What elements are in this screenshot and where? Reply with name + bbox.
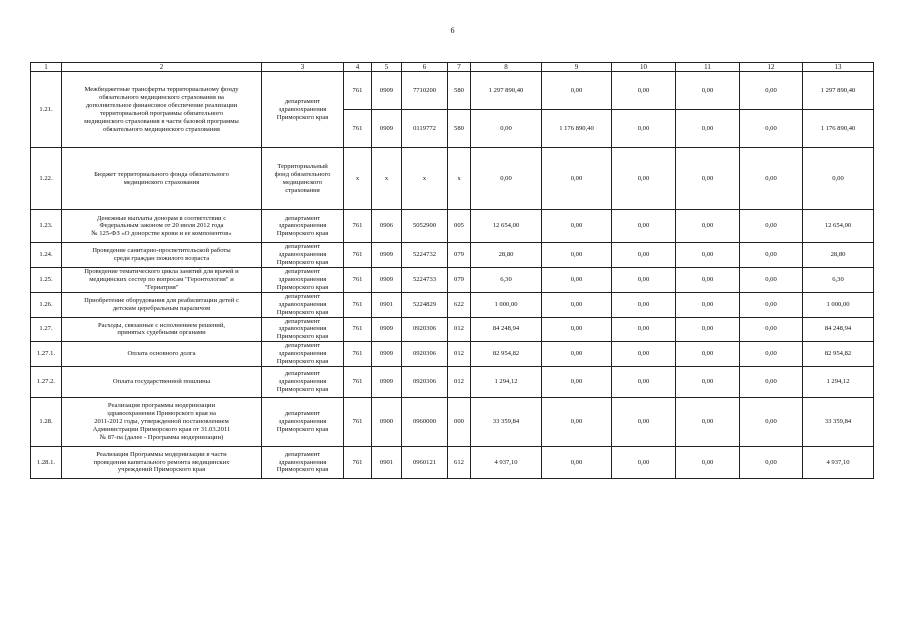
value-cell-10: 0,00 (612, 148, 676, 210)
organization-cell: департамент здравоохранения Приморского края (262, 446, 344, 478)
description-cell: Расходы, связанные с исполнением решений, принятых судебными органами (62, 317, 262, 342)
value-cell-4: 761 (344, 268, 372, 293)
value-cell-10: 0,00 (612, 110, 676, 148)
value-cell-13: 33 359,84 (803, 397, 874, 446)
value-cell-7: 012 (448, 366, 471, 397)
table-row (31, 72, 874, 110)
column-number: 6 (402, 63, 448, 72)
column-number: 4 (344, 63, 372, 72)
value-cell-5: 0909 (372, 366, 402, 397)
table-row (31, 148, 874, 210)
value-cell-10: 0,00 (612, 243, 676, 268)
organization-cell: департамент здравоохранения Приморского края (262, 317, 344, 342)
value-cell-4: 761 (344, 317, 372, 342)
value-cell-10: 0,00 (612, 342, 676, 367)
value-cell-9: 0,00 (542, 446, 612, 478)
value-cell-4: 761 (344, 292, 372, 317)
value-cell-10: 0,00 (612, 292, 676, 317)
column-number: 12 (740, 63, 803, 72)
value-cell-7: 079 (448, 243, 471, 268)
value-cell-4: 761 (344, 110, 372, 148)
value-cell-8: 12 654,00 (471, 210, 542, 243)
value-cell-6: 5224733 (402, 268, 448, 293)
value-cell-11: 0,00 (676, 268, 740, 293)
description-cell: Реализация программы модернизации здравоохранения Приморского края на 2011-2012 годы, утвержденной постановлением Администрации Приморского края от 31.03.2011 № 87-па (далее - Программа модернизации) (62, 397, 262, 446)
value-cell-7: 005 (448, 210, 471, 243)
value-cell-4: 761 (344, 446, 372, 478)
value-cell-11: 0,00 (676, 148, 740, 210)
value-cell-13: 1 294,12 (803, 366, 874, 397)
value-cell-9: 1 176 890,40 (542, 110, 612, 148)
value-cell-12: 0,00 (740, 148, 803, 210)
value-cell-13: 84 248,94 (803, 317, 874, 342)
value-cell-4: 761 (344, 366, 372, 397)
organization-cell: департамент здравоохранения Приморского края (262, 268, 344, 293)
value-cell-4: 761 (344, 243, 372, 268)
value-cell-7: х (448, 148, 471, 210)
value-cell-4: 761 (344, 210, 372, 243)
value-cell-6: 0920306 (402, 317, 448, 342)
value-cell-6: х (402, 148, 448, 210)
value-cell-6: 0119772 (402, 110, 448, 148)
table-row (31, 243, 874, 268)
value-cell-8: 6,30 (471, 268, 542, 293)
value-cell-10: 0,00 (612, 317, 676, 342)
description-cell: Приобретение оборудования для реабилитации детей с детским церебральным параличом (62, 292, 262, 317)
table-row (31, 210, 874, 243)
value-cell-13: 1 000,00 (803, 292, 874, 317)
value-cell-9: 0,00 (542, 148, 612, 210)
column-number: 10 (612, 63, 676, 72)
page-number: 6 (450, 26, 455, 35)
value-cell-7: 612 (448, 446, 471, 478)
description-cell: Межбюджетные трансферты территориальному фонду обязательного медицинского страхования на дополнительное финансовое обеспечение реализации территориальной программы обязательного медицинского страхования в части базовой программы обязательного медицинского страхования (62, 72, 262, 148)
description-cell: Оплата основного долга (62, 342, 262, 367)
value-cell-8: 82 954,82 (471, 342, 542, 367)
value-cell-9: 0,00 (542, 210, 612, 243)
value-cell-4: 761 (344, 72, 372, 110)
value-cell-13: 1 297 890,40 (803, 72, 874, 110)
row-number-cell: 1.28.1. (31, 446, 62, 478)
column-number: 1 (31, 63, 62, 72)
table-body (31, 63, 874, 479)
organization-cell: департамент здравоохранения Приморского края (262, 342, 344, 367)
value-cell-6: 0960000 (402, 397, 448, 446)
value-cell-5: 0909 (372, 243, 402, 268)
value-cell-8: 0,00 (471, 148, 542, 210)
value-cell-12: 0,00 (740, 243, 803, 268)
description-cell: Проведение тематического цикла занятий для врачей и медицинских сестер по вопросам "Геронтология" и "Гериатрия" (62, 268, 262, 293)
value-cell-5: 0909 (372, 110, 402, 148)
table-row (31, 292, 874, 317)
value-cell-11: 0,00 (676, 210, 740, 243)
column-number-row (31, 63, 874, 72)
organization-cell: Территориальный фонд обязательного медицинского страхования (262, 148, 344, 210)
value-cell-12: 0,00 (740, 268, 803, 293)
value-cell-13: 82 954,82 (803, 342, 874, 367)
value-cell-13: 12 654,00 (803, 210, 874, 243)
value-cell-5: 0906 (372, 210, 402, 243)
value-cell-6: 0920306 (402, 366, 448, 397)
value-cell-9: 0,00 (542, 72, 612, 110)
organization-cell: департамент здравоохранения Приморского края (262, 397, 344, 446)
value-cell-13: 1 176 890,40 (803, 110, 874, 148)
value-cell-6: 5052900 (402, 210, 448, 243)
value-cell-6: 0960121 (402, 446, 448, 478)
table-row (31, 342, 874, 367)
value-cell-5: 0900 (372, 397, 402, 446)
value-cell-9: 0,00 (542, 268, 612, 293)
column-number: 11 (676, 63, 740, 72)
value-cell-13: 28,80 (803, 243, 874, 268)
value-cell-12: 0,00 (740, 72, 803, 110)
row-number-cell: 1.21. (31, 72, 62, 148)
table-row (31, 317, 874, 342)
value-cell-11: 0,00 (676, 317, 740, 342)
row-number-cell: 1.24. (31, 243, 62, 268)
value-cell-12: 0,00 (740, 446, 803, 478)
organization-cell: департамент здравоохранения Приморского края (262, 366, 344, 397)
table-row (31, 268, 874, 293)
value-cell-4: х (344, 148, 372, 210)
value-cell-5: 0909 (372, 342, 402, 367)
value-cell-9: 0,00 (542, 243, 612, 268)
value-cell-10: 0,00 (612, 366, 676, 397)
description-cell: Проведение санитарно-просветительской работы среди граждан пожилого возраста (62, 243, 262, 268)
column-number: 8 (471, 63, 542, 72)
value-cell-8: 1 294,12 (471, 366, 542, 397)
value-cell-6: 0920306 (402, 342, 448, 367)
table-row (31, 446, 874, 478)
budget-table (30, 62, 874, 479)
value-cell-7: 580 (448, 72, 471, 110)
row-number-cell: 1.26. (31, 292, 62, 317)
value-cell-8: 84 248,94 (471, 317, 542, 342)
row-number-cell: 1.27.2. (31, 366, 62, 397)
row-number-cell: 1.27. (31, 317, 62, 342)
value-cell-5: 0909 (372, 268, 402, 293)
value-cell-8: 4 937,10 (471, 446, 542, 478)
value-cell-7: 000 (448, 397, 471, 446)
value-cell-5: 0909 (372, 72, 402, 110)
organization-cell: департамент здравоохранения Приморского края (262, 210, 344, 243)
row-number-cell: 1.25. (31, 268, 62, 293)
value-cell-9: 0,00 (542, 366, 612, 397)
value-cell-7: 079 (448, 268, 471, 293)
column-number: 2 (62, 63, 262, 72)
column-number: 7 (448, 63, 471, 72)
value-cell-11: 0,00 (676, 446, 740, 478)
value-cell-11: 0,00 (676, 366, 740, 397)
value-cell-12: 0,00 (740, 210, 803, 243)
value-cell-9: 0,00 (542, 342, 612, 367)
column-number: 9 (542, 63, 612, 72)
value-cell-13: 6,30 (803, 268, 874, 293)
value-cell-11: 0,00 (676, 243, 740, 268)
value-cell-10: 0,00 (612, 268, 676, 293)
column-number: 3 (262, 63, 344, 72)
value-cell-6: 5224732 (402, 243, 448, 268)
value-cell-12: 0,00 (740, 366, 803, 397)
value-cell-10: 0,00 (612, 446, 676, 478)
value-cell-7: 622 (448, 292, 471, 317)
value-cell-5: 0901 (372, 446, 402, 478)
row-number-cell: 1.23. (31, 210, 62, 243)
column-number: 13 (803, 63, 874, 72)
value-cell-11: 0,00 (676, 110, 740, 148)
value-cell-10: 0,00 (612, 72, 676, 110)
value-cell-10: 0,00 (612, 397, 676, 446)
value-cell-12: 0,00 (740, 397, 803, 446)
description-cell: Оплата государственной пошлины (62, 366, 262, 397)
value-cell-11: 0,00 (676, 72, 740, 110)
value-cell-7: 012 (448, 342, 471, 367)
description-cell: Денежные выплаты донорам в соответствии с Федеральным законом от 20 июля 2012 года № 125-ФЗ «О донорстве крови и ее компонентов» (62, 210, 262, 243)
column-number: 5 (372, 63, 402, 72)
value-cell-5: 0909 (372, 317, 402, 342)
value-cell-13: 0,00 (803, 148, 874, 210)
organization-cell: департамент здравоохранения Приморского края (262, 243, 344, 268)
value-cell-5: х (372, 148, 402, 210)
value-cell-12: 0,00 (740, 342, 803, 367)
value-cell-7: 012 (448, 317, 471, 342)
value-cell-11: 0,00 (676, 342, 740, 367)
value-cell-6: 5224829 (402, 292, 448, 317)
value-cell-8: 28,80 (471, 243, 542, 268)
value-cell-9: 0,00 (542, 317, 612, 342)
organization-cell: департамент здравоохранения Приморского края (262, 292, 344, 317)
value-cell-12: 0,00 (740, 292, 803, 317)
value-cell-9: 0,00 (542, 292, 612, 317)
value-cell-9: 0,00 (542, 397, 612, 446)
value-cell-5: 0901 (372, 292, 402, 317)
value-cell-8: 33 359,84 (471, 397, 542, 446)
value-cell-13: 4 937,10 (803, 446, 874, 478)
value-cell-8: 1 000,00 (471, 292, 542, 317)
row-number-cell: 1.22. (31, 148, 62, 210)
description-cell: Реализация Программы модернизации в части проведения капитального ремонта медицинских учреждений Приморского края (62, 446, 262, 478)
row-number-cell: 1.27.1. (31, 342, 62, 367)
value-cell-7: 580 (448, 110, 471, 148)
value-cell-11: 0,00 (676, 292, 740, 317)
value-cell-11: 0,00 (676, 397, 740, 446)
table-row (31, 397, 874, 446)
organization-cell: департамент здравоохранения Приморского края (262, 72, 344, 148)
value-cell-6: 7710200 (402, 72, 448, 110)
value-cell-8: 0,00 (471, 110, 542, 148)
value-cell-12: 0,00 (740, 110, 803, 148)
value-cell-10: 0,00 (612, 210, 676, 243)
value-cell-12: 0,00 (740, 317, 803, 342)
value-cell-4: 761 (344, 397, 372, 446)
description-cell: Бюджет территориального фонда обязательного медицинского страхования (62, 148, 262, 210)
table-row (31, 366, 874, 397)
value-cell-8: 1 297 890,40 (471, 72, 542, 110)
value-cell-4: 761 (344, 342, 372, 367)
row-number-cell: 1.28. (31, 397, 62, 446)
